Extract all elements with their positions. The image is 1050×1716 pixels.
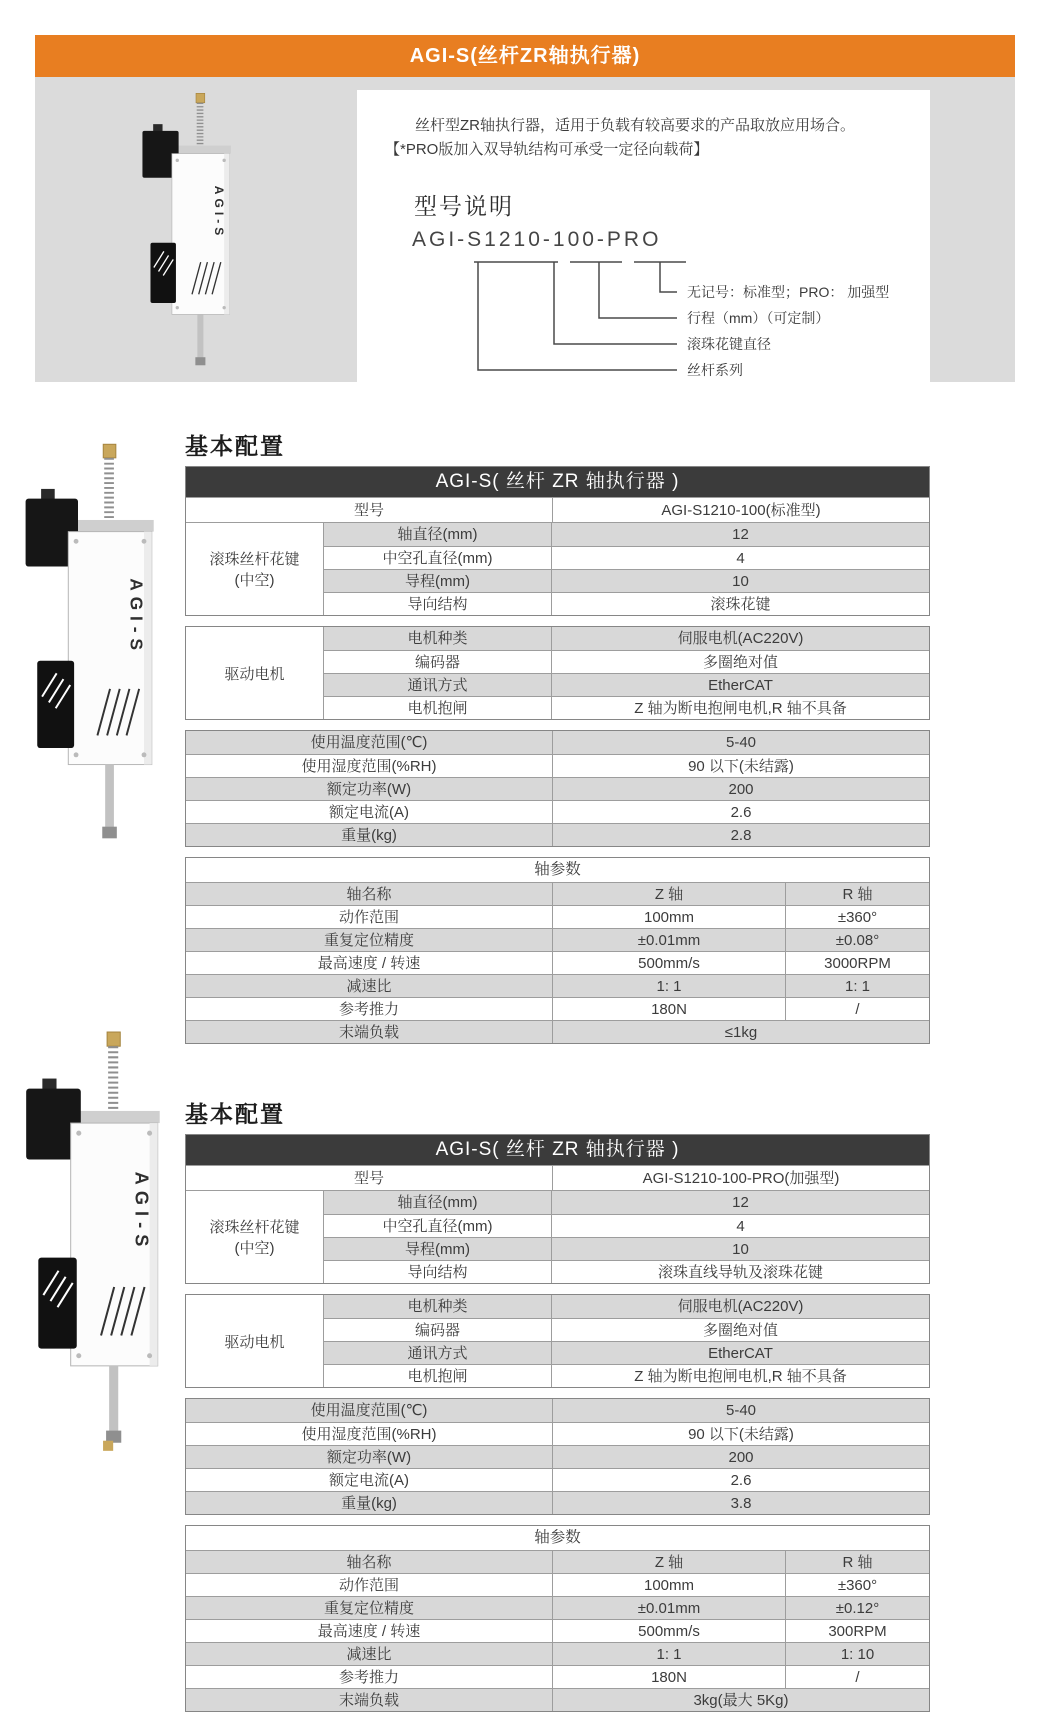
- motor-rows: [324, 627, 929, 719]
- table-title: AGI-S( 丝杆 ZR 轴执行器 ): [186, 467, 929, 497]
- z-value: ±0.01mm: [553, 929, 786, 951]
- table-block-axis: [185, 857, 930, 1044]
- row-value: 4: [736, 1218, 745, 1235]
- row-label: 中空孔直径(mm): [324, 1215, 552, 1237]
- intro-line2: 【*PRO版加入双导轨结构可承受一定径向载荷】: [385, 141, 709, 158]
- r-value: ±0.08°: [835, 932, 880, 949]
- table-row: [324, 1341, 929, 1364]
- row-label: 使用温度范围(℃): [186, 1399, 553, 1422]
- row-label: 电机抱闸: [324, 697, 552, 719]
- table-row: [324, 650, 929, 673]
- r-value: /: [855, 1001, 860, 1018]
- r-value: ±0.12°: [835, 1600, 880, 1617]
- row-label: 电机种类: [324, 627, 552, 650]
- row-label: 轴直径(mm): [324, 523, 552, 546]
- row-value: 伺服电机(AC220V): [677, 630, 804, 647]
- intro-text: [385, 114, 910, 162]
- model-legend-item: 滚珠花键直径: [687, 336, 771, 352]
- table-block-axis: [185, 1525, 930, 1712]
- r-axis-header: R 轴: [842, 1554, 873, 1571]
- spline-label-line1: 滚珠丝杆花键: [209, 551, 300, 568]
- table-row: [186, 1550, 929, 1573]
- row-label: 参考推力: [186, 1666, 553, 1688]
- row-label: 中空孔直径(mm): [324, 547, 552, 569]
- row-label: 导程(mm): [324, 570, 552, 592]
- table-block-env: [185, 730, 930, 847]
- spline-group-label: [186, 1191, 324, 1283]
- row-label: 电机抱闸: [324, 1365, 552, 1387]
- r-value: ±360°: [837, 909, 878, 926]
- row-value: 10: [732, 573, 749, 590]
- z-axis-header: Z 轴: [553, 1551, 786, 1573]
- row-label: 减速比: [186, 1643, 553, 1665]
- row-value: 5-40: [725, 734, 757, 751]
- spline-label-line2: (中空): [234, 572, 275, 589]
- row-label: 重复定位精度: [186, 929, 553, 951]
- row-label: 额定功率(W): [186, 1446, 553, 1468]
- table-row: [324, 592, 929, 615]
- product-label: AGI-S: [211, 185, 226, 240]
- model-row-label: 型号: [186, 498, 553, 522]
- motor-group: [186, 1295, 929, 1387]
- table-row: [324, 1191, 929, 1214]
- row-label: 最高速度 / 转速: [186, 1620, 553, 1642]
- banner: [35, 35, 1015, 77]
- banner-title: AGI-S(丝杆ZR轴执行器): [409, 45, 641, 67]
- table-row: [324, 696, 929, 719]
- row-label: 动作范围: [186, 906, 553, 928]
- row-value: 3.8: [730, 1495, 752, 1512]
- spline-rows: [324, 1191, 929, 1283]
- row-label: 电机种类: [324, 1295, 552, 1318]
- spline-rows: [324, 523, 929, 615]
- z-value: 500mm/s: [553, 952, 786, 974]
- table-row: [186, 1665, 929, 1688]
- table-row: [186, 1619, 929, 1642]
- table-row: [324, 1318, 929, 1341]
- spec-table: [185, 466, 930, 1054]
- model-code: AGI-S1210-100-PRO: [412, 228, 662, 251]
- hero-section: [35, 77, 1015, 382]
- row-label: 减速比: [186, 975, 553, 997]
- row-value: 多圈绝对值: [702, 1322, 778, 1339]
- row-value: 2.6: [730, 1472, 752, 1489]
- table-row: [186, 1596, 929, 1619]
- table-row: [186, 731, 929, 754]
- table-row: [324, 1295, 929, 1318]
- table-row: [186, 497, 929, 522]
- row-label: 额定电流(A): [186, 801, 553, 823]
- z-value: 1: 1: [553, 1643, 786, 1665]
- table-row: [324, 1364, 929, 1387]
- table-row: [186, 928, 929, 951]
- hero-panel: [357, 90, 930, 382]
- table-block-main: [185, 1134, 930, 1284]
- table-row: [186, 1399, 929, 1422]
- table-row: [186, 997, 929, 1020]
- model-section-title: 型号说明: [414, 193, 514, 219]
- row-label: 导向结构: [324, 593, 552, 615]
- table-row: [186, 905, 929, 928]
- model-legend-item: 行程（mm）（可定制）: [687, 310, 830, 326]
- z-value: 100mm: [553, 906, 786, 928]
- row-label: 末端负载: [186, 1689, 553, 1711]
- table-row: [324, 569, 929, 592]
- table-row: [324, 1214, 929, 1237]
- table-title: AGI-S( 丝杆 ZR 轴执行器 ): [186, 1135, 929, 1165]
- table-row: [186, 1688, 929, 1711]
- product-image: [12, 442, 177, 860]
- table-row: [186, 974, 929, 997]
- r-value: 1: 1: [844, 978, 871, 995]
- z-value: 180N: [553, 998, 786, 1020]
- row-label: 参考推力: [186, 998, 553, 1020]
- table-row: [186, 1573, 929, 1596]
- load-value: 3kg(最大 5Kg): [693, 1692, 789, 1709]
- spec-table: [185, 1134, 930, 1716]
- axis-table-title: 轴参数: [534, 1529, 581, 1546]
- z-value: 1: 1: [553, 975, 786, 997]
- product-label: AGI-S: [126, 578, 147, 656]
- row-value: 伺服电机(AC220V): [677, 1298, 804, 1315]
- z-value: 500mm/s: [553, 1620, 786, 1642]
- spline-group: [186, 1190, 929, 1283]
- table-row: [186, 1422, 929, 1445]
- row-value: 90 以下(未结露): [688, 758, 794, 775]
- row-value: 5-40: [725, 1402, 757, 1419]
- r-axis-header: R 轴: [842, 886, 873, 903]
- row-value: 10: [732, 1241, 749, 1258]
- spline-group: [186, 522, 929, 615]
- motor-group: [186, 627, 929, 719]
- row-label: 轴名称: [186, 1551, 553, 1573]
- r-value: ±360°: [837, 1577, 878, 1594]
- row-label: 额定电流(A): [186, 1469, 553, 1491]
- product-image: [12, 1030, 184, 1465]
- row-value: Z 轴为断电抱闸电机,R 轴不具备: [634, 1368, 847, 1385]
- r-value: 3000RPM: [824, 955, 891, 972]
- row-label: 通讯方式: [324, 674, 552, 696]
- row-value: EtherCAT: [708, 1345, 773, 1362]
- row-label: 重量(kg): [186, 824, 553, 846]
- load-value: ≤1kg: [724, 1024, 758, 1041]
- motor-rows: [324, 1295, 929, 1387]
- table-row: [186, 1165, 929, 1190]
- intro-line1: 丝杆型ZR轴执行器，适用于负载有较高要求的产品取放应用场合。: [415, 117, 855, 134]
- row-value: 多圈绝对值: [702, 654, 778, 671]
- table-row: [186, 1445, 929, 1468]
- table-block-env: [185, 1398, 930, 1515]
- model-row-label: 型号: [186, 1166, 553, 1190]
- r-value: /: [855, 1669, 860, 1686]
- row-label: 导向结构: [324, 1261, 552, 1283]
- table-row: [186, 754, 929, 777]
- table-row: [186, 777, 929, 800]
- row-value: 200: [728, 781, 754, 798]
- row-label: 重量(kg): [186, 1492, 553, 1514]
- row-value: 滚珠直线导轨及滚珠花键: [657, 1264, 823, 1281]
- table-row: [186, 882, 929, 905]
- row-value: Z 轴为断电抱闸电机,R 轴不具备: [634, 700, 847, 717]
- table-row: [324, 523, 929, 546]
- row-value: 200: [728, 1449, 754, 1466]
- table-row: [324, 1237, 929, 1260]
- table-row: [186, 800, 929, 823]
- model-legend-item: 丝杆系列: [687, 362, 743, 378]
- z-value: 180N: [553, 1666, 786, 1688]
- model-legend-lines: [357, 258, 930, 382]
- model-legend-item: 无记号：标准型；PRO： 加强型: [687, 284, 890, 300]
- z-value: 100mm: [553, 1574, 786, 1596]
- table-row: [186, 951, 929, 974]
- row-label: 重复定位精度: [186, 1597, 553, 1619]
- row-value: 12: [732, 1194, 749, 1211]
- motor-group-label: 驱动电机: [186, 627, 324, 719]
- row-label: 轴直径(mm): [324, 1191, 552, 1214]
- row-label: 编码器: [324, 1319, 552, 1341]
- z-value: ±0.01mm: [553, 1597, 786, 1619]
- row-label: 动作范围: [186, 1574, 553, 1596]
- table-row: [186, 1020, 929, 1043]
- table-row: [324, 673, 929, 696]
- section-heading: 基本配置: [185, 433, 285, 459]
- product-label: AGI-S: [131, 1171, 152, 1253]
- row-value: 2.8: [730, 827, 752, 844]
- row-value: 滚珠花键: [710, 596, 771, 613]
- row-label: 编码器: [324, 651, 552, 673]
- r-value: 1: 10: [840, 1646, 875, 1663]
- table-block-motor: [185, 626, 930, 720]
- table-row: [324, 546, 929, 569]
- row-label: 额定功率(W): [186, 778, 553, 800]
- table-row: [186, 1468, 929, 1491]
- row-label: 使用湿度范围(%RH): [186, 755, 553, 777]
- table-block-main: [185, 466, 930, 616]
- row-label: 轴名称: [186, 883, 553, 905]
- row-value: 12: [732, 526, 749, 543]
- table-row: [186, 823, 929, 846]
- row-label: 末端负载: [186, 1021, 553, 1043]
- table-row: [324, 627, 929, 650]
- spline-group-label: [186, 523, 324, 615]
- row-value: 4: [736, 550, 745, 567]
- spline-label-line1: 滚珠丝杆花键: [209, 1219, 300, 1236]
- row-label: 导程(mm): [324, 1238, 552, 1260]
- row-label: 使用湿度范围(%RH): [186, 1423, 553, 1445]
- table-block-motor: [185, 1294, 930, 1388]
- row-label: 通讯方式: [324, 1342, 552, 1364]
- r-value: 300RPM: [828, 1623, 887, 1640]
- product-image: [130, 92, 250, 380]
- model-row-value: AGI-S1210-100-PRO(加强型): [642, 1170, 840, 1187]
- table-row: [186, 1491, 929, 1514]
- spline-label-line2: (中空): [234, 1240, 275, 1257]
- row-value: 90 以下(未结露): [688, 1426, 794, 1443]
- table-row: [324, 1260, 929, 1283]
- row-label: 最高速度 / 转速: [186, 952, 553, 974]
- table-row: [186, 1642, 929, 1665]
- row-value: EtherCAT: [708, 677, 773, 694]
- axis-table-title: 轴参数: [534, 861, 581, 878]
- section-heading: 基本配置: [185, 1101, 285, 1127]
- row-value: 2.6: [730, 804, 752, 821]
- motor-group-label: 驱动电机: [186, 1295, 324, 1387]
- model-row-value: AGI-S1210-100(标准型): [661, 502, 821, 519]
- row-label: 使用温度范围(℃): [186, 731, 553, 754]
- z-axis-header: Z 轴: [553, 883, 786, 905]
